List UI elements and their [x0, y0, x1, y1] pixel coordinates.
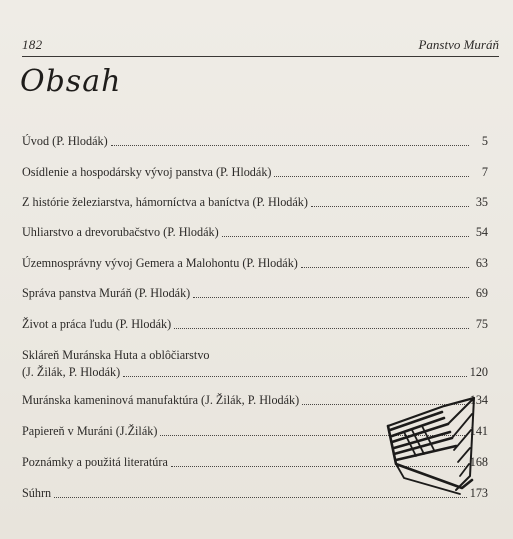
toc-entry-page: 7: [481, 165, 488, 179]
dot-leader: [111, 144, 469, 146]
toc-entry-page: 134: [469, 393, 488, 407]
toc-entry: [22, 317, 488, 332]
toc-entry-title: Súhrn: [22, 486, 52, 500]
page-title: Obsah: [20, 64, 122, 99]
toc-entry-title: Poznámky a použitá literatúra: [22, 455, 168, 469]
toc-entry: [22, 256, 488, 271]
dot-leader: [123, 375, 467, 377]
toc-entry-page: 173: [469, 486, 488, 500]
toc-entry-title: Uhliarstvo a drevorubačstvo (P. Hlodák): [22, 225, 219, 239]
toc-entry-page: 168: [469, 455, 488, 469]
dot-leader: [54, 496, 467, 498]
toc-entry: [22, 348, 488, 380]
book-scribble-icon: [382, 392, 480, 496]
toc-entry-page: 141: [469, 424, 488, 438]
toc-entry-page: 120: [469, 365, 488, 379]
toc-entry-page: 69: [475, 286, 488, 300]
toc-entry-page: 54: [475, 225, 488, 239]
dot-leader: [274, 175, 469, 177]
toc-entry-title: Územnosprávny vývoj Gemera a Malohontu (P. Hlodák): [22, 256, 298, 270]
toc-entry: [22, 286, 488, 301]
toc-entry-title: Papiereň v Muráni (J.Žilák): [22, 424, 158, 438]
toc-entry: [22, 225, 488, 240]
toc-entry-title: Z histórie železiarstva, hámorníctva a baníctva (P. Hlodák): [22, 195, 308, 209]
page-header: [22, 34, 499, 57]
toc-entry-page: 63: [475, 256, 488, 270]
dot-leader: [174, 327, 469, 329]
toc-entry-title: Život a práca ľudu (P. Hlodák): [22, 317, 172, 331]
page-number: 182: [22, 37, 43, 52]
toc-entry: [22, 165, 488, 180]
toc-entry-title: Správa panstva Muráň (P. Hlodák): [22, 286, 191, 300]
toc-entry: [22, 134, 488, 149]
toc-entry: [22, 195, 488, 210]
toc-entry-page: 5: [481, 134, 488, 148]
toc-entry-page: 75: [475, 317, 488, 331]
running-head: Panstvo Muráň: [418, 37, 499, 52]
toc-entry-title: Úvod (P. Hlodák): [22, 134, 108, 148]
toc-entry-title: Osídlenie a hospodársky vývoj panstva (P. Hlodák): [22, 165, 272, 179]
toc-entry-title: Muránska kameninová manufaktúra (J. Žilák, P. Hlodák): [22, 393, 300, 407]
dot-leader: [311, 205, 469, 207]
dot-leader: [222, 235, 469, 237]
dot-leader: [193, 296, 469, 298]
dot-leader: [301, 266, 469, 268]
toc-entry-title-line1: Skláreň Muránska Huta a oblôčiarstvo: [22, 348, 210, 362]
toc-entry-page: 35: [475, 195, 488, 209]
toc-entry-title: (J. Žilák, P. Hlodák): [22, 365, 121, 379]
